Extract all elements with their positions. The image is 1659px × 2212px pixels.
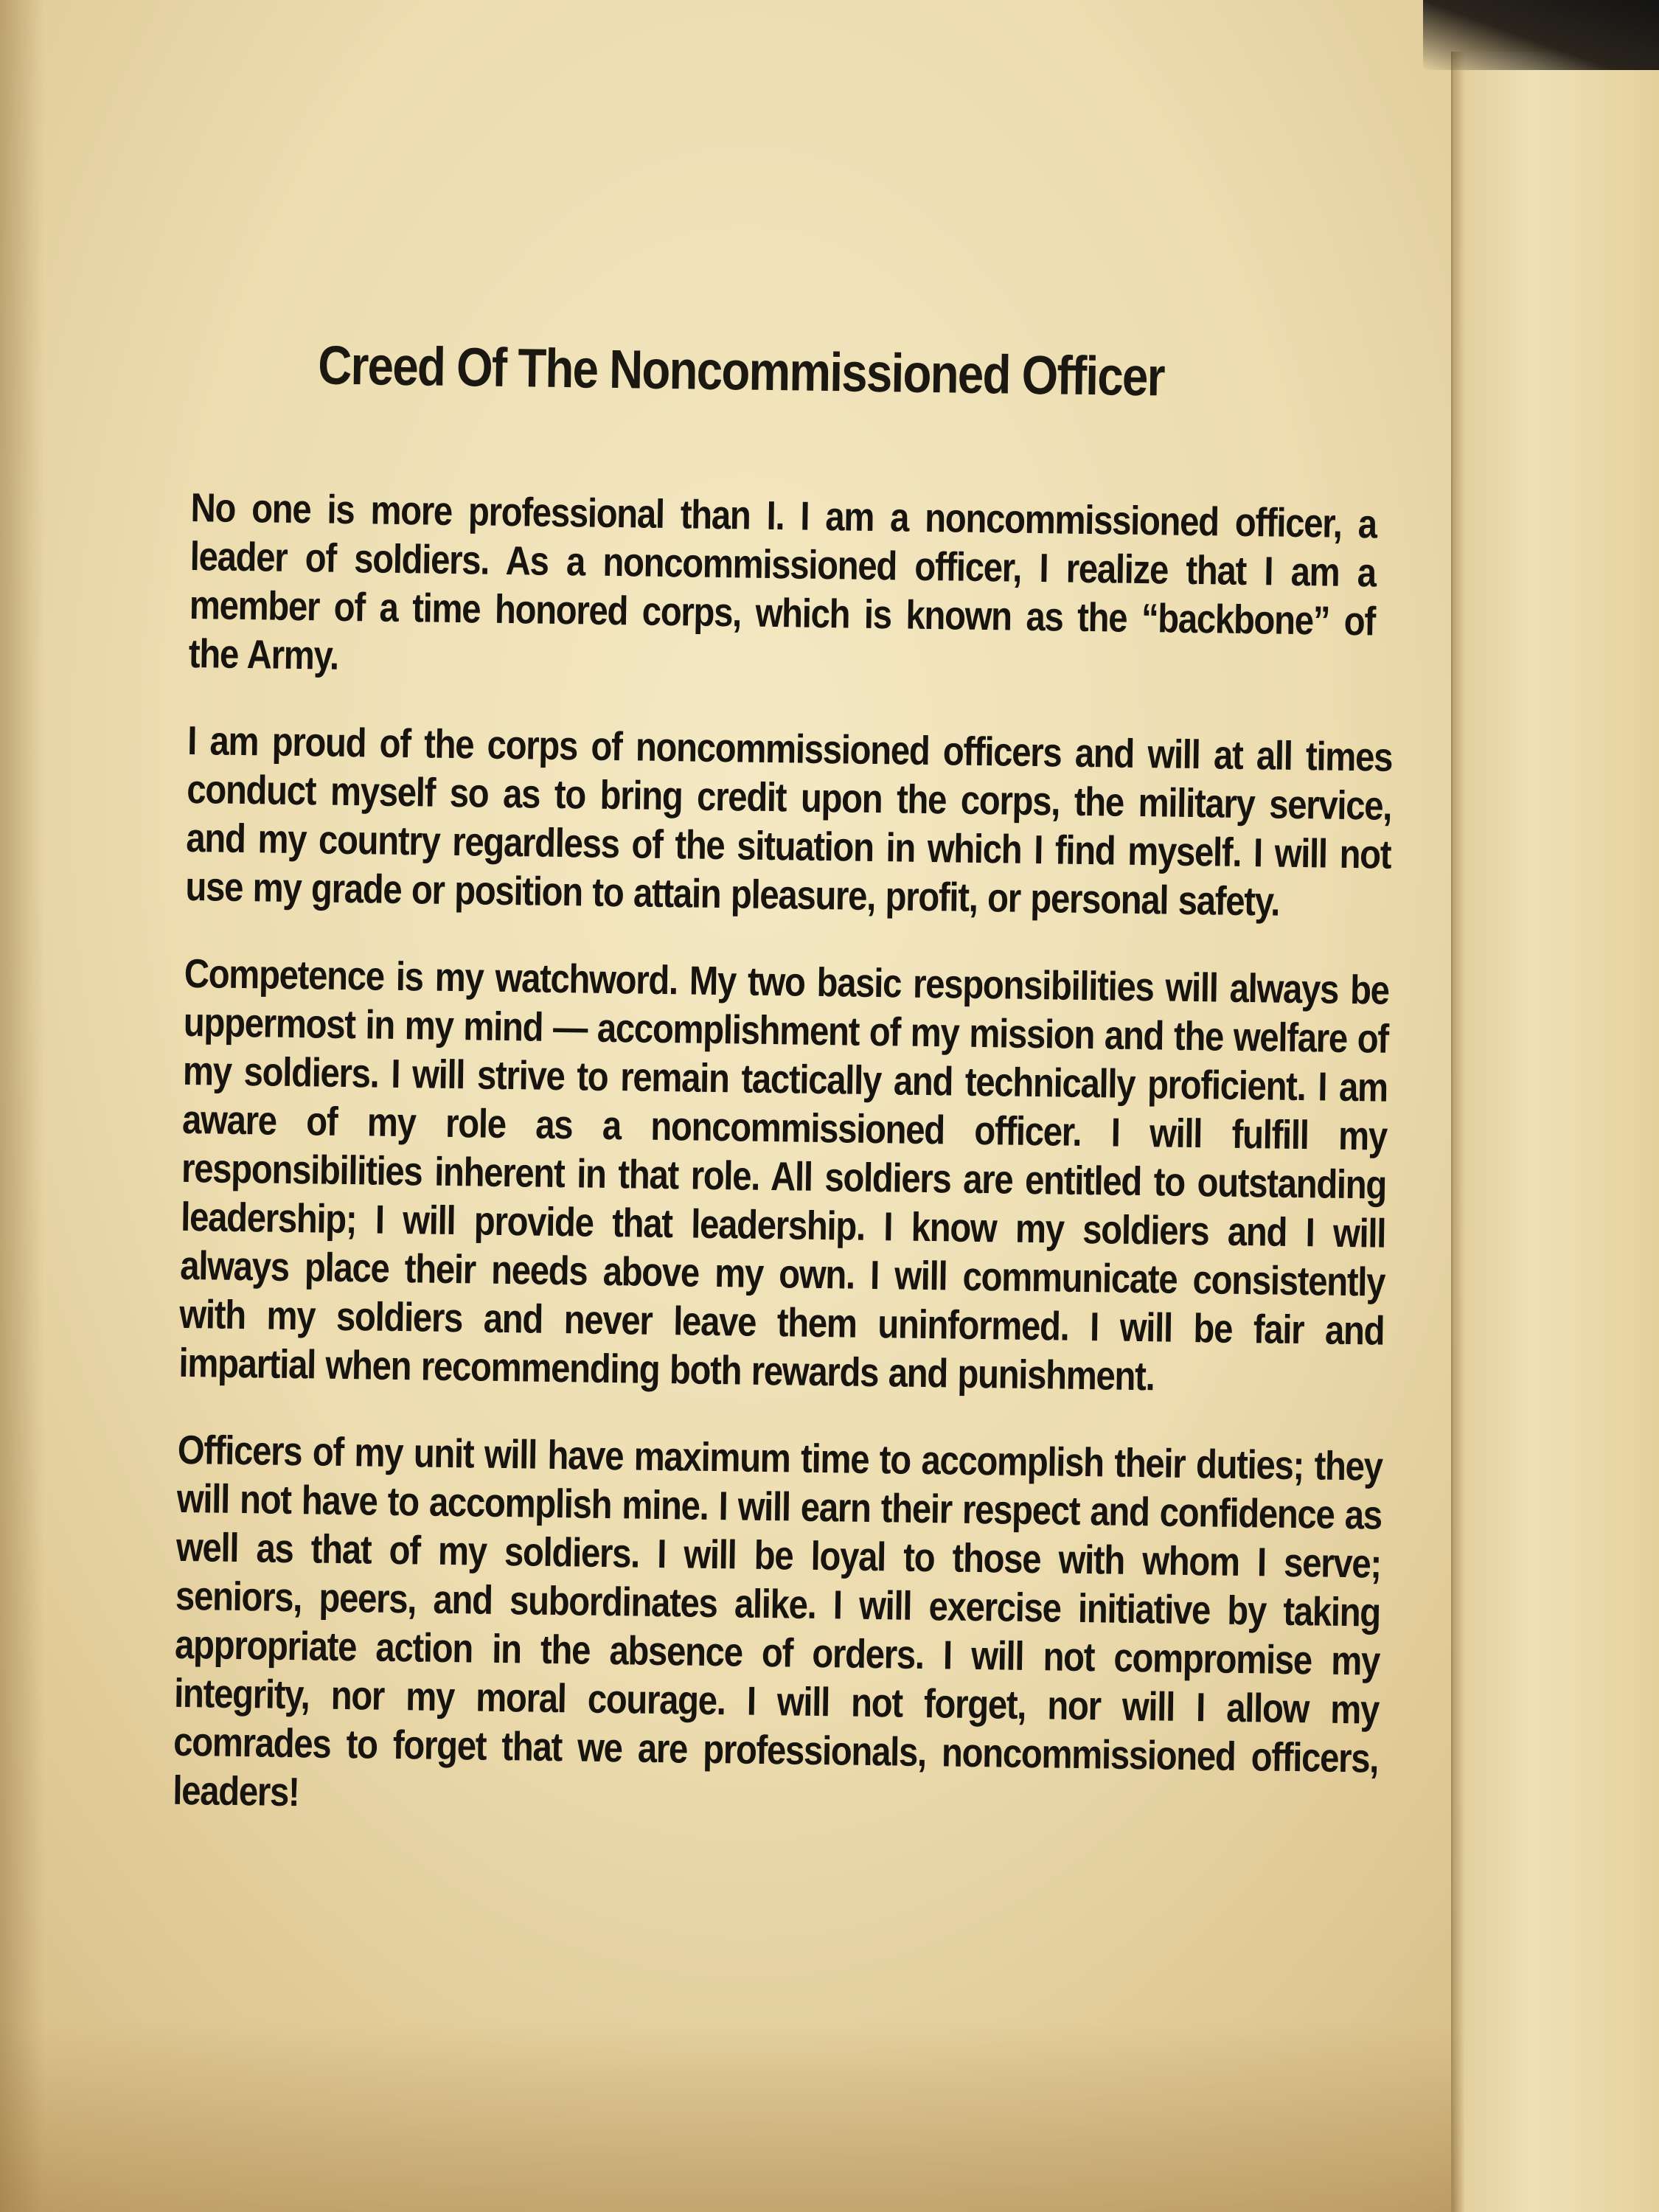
- page-shadow-bottom: [0, 2020, 1659, 2212]
- page-shadow-left: [0, 0, 44, 2212]
- paragraph-4: Officers of my unit will have maximum time to accomplish their duties; they will not have to accomplish mine. I will earn their respect and confidence as well as that of my soldiers. I will be loyal to those with whom I serve; seniors, peers, and subordinates alike. I will exercise initiative by taking appropriate action in the absence of orders. I will not compromise my integrity, nor my moral courage. I will not forget, nor will I allow my comrades to forget that we are professionals, noncommissioned officers, leaders!: [172, 1426, 1383, 1815]
- paragraph-1: No one is more professional than I. I am a noncommissioned officer, a leader of soldiers. As a noncommissioned officer, I realize that I am a member of a time honored corps, which is known as the “backbone” of the Army.: [188, 484, 1377, 678]
- paragraph-2: I am proud of the corps of noncommissioned officers and will at all times conduct myself so as to bring credit upon the corps, the military service, and my country regardless of the situation in which I find myself. I will not use my grade or position to attain pleasure, profit, or personal safety.: [185, 717, 1393, 925]
- paragraph-3: Competence is my watchword. My two basic responsibilities will always be uppermost in my mind — accomplishment of my mission and the welfare of my soldiers. I will strive to remain tactically and technically proficient. I am aware of my role as a noncommissioned officer. I will fulfill my responsibilities inherent in that role. All soldiers are entitled to outstanding leadership; I will provide that leadership. I know my soldiers and I will always place their needs above my own. I will communicate consistently with my soldiers and never leave them uninformed. I will be fair and impartial when recommending both rewards and punishment.: [178, 950, 1390, 1399]
- page-title: Creed Of The Noncommissioned Officer: [317, 334, 1165, 408]
- creed-text-block: [172, 332, 1402, 1870]
- next-page-edge: [1451, 52, 1659, 2212]
- corner-shadow: [1423, 0, 1659, 70]
